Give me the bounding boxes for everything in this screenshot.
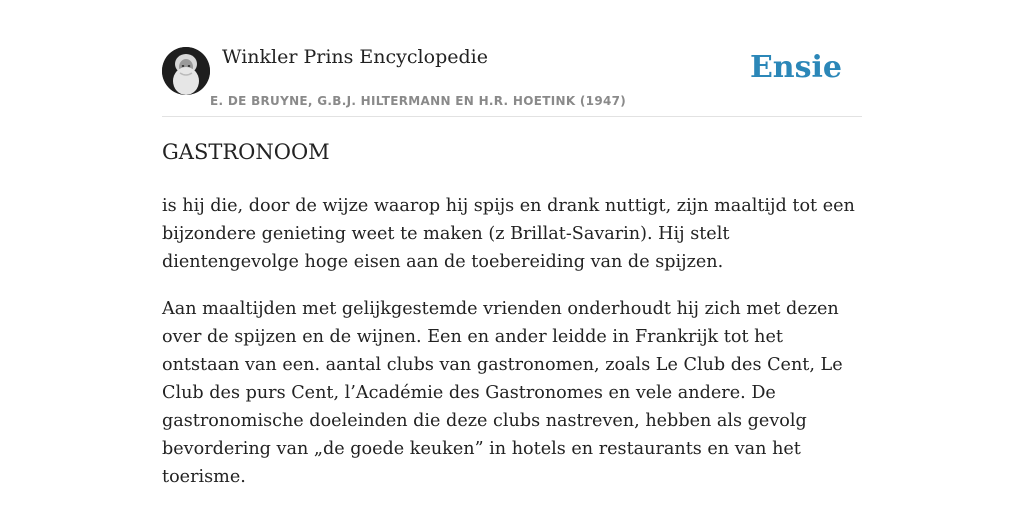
brand-logo-link[interactable]: Ensie (749, 50, 842, 85)
paragraph: is hij die, door de wijze waarop hij spijs en drank nuttigt, zijn maaltijd tot een bijzondere genieting weet te maken (z Brillat-Savarin). Hij stelt dientengevolge hoge eisen aan de toebereiding van de spijzen. (162, 196, 855, 272)
entry-title: GASTRONOOM (162, 140, 330, 164)
author-avatar-icon[interactable] (162, 47, 210, 95)
header (162, 44, 862, 117)
publication-title[interactable]: Winkler Prins Encyclopedie (222, 46, 488, 68)
article-body (162, 192, 862, 510)
bearded-man-portrait-icon (162, 47, 210, 95)
paragraph: Aan maaltijden met gelijkgestemde vrienden onderhoudt hij zich met dezen over de spijzen en de wijnen. Een en ander leidde in Frankrijk tot het ontstaan van een. aantal clubs van gastronomen, zoals Le Club des Cent, Le Club des purs Cent, l’Académie des Gastronomes en vele andere. De gastronomische doeleinden die deze clubs nastreven, hebben als gevolg bevordering van „de goede keuken” in hotels en restaurants en van het toerisme. (162, 299, 843, 487)
authors-line: E. DE BRUYNE, G.B.J. HILTERMANN EN H.R. HOETINK (1947) (210, 94, 627, 108)
